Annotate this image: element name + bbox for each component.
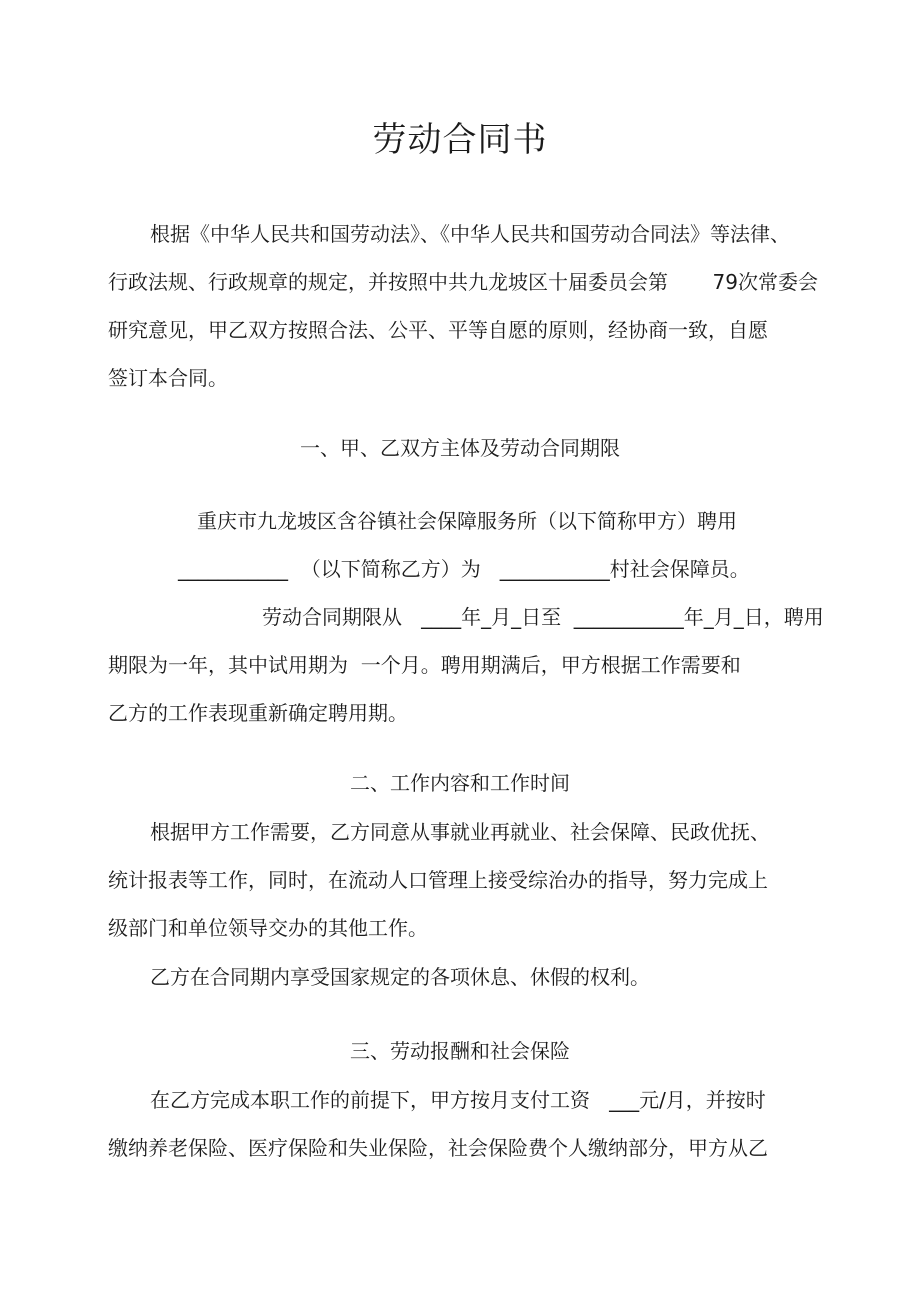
section-2-line-2: 统计报表等工作，同时，在流动人口管理上接受综治办的指导，努力完成上 xyxy=(108,868,768,892)
section-2-heading: 二、工作内容和工作时间 xyxy=(350,771,570,795)
section-1-line-5: 乙方的工作表现重新确定聘用期。 xyxy=(108,701,408,725)
section-1-line-3: 劳动合同期限从 ____年_月_日至 ___________年_月_日，聘用 xyxy=(262,605,824,629)
section-3-line-2: 缴纳养老保险、医疗保险和失业保险，社会保险费个人缴纳部分，甲方从乙 xyxy=(108,1136,768,1160)
section-1-heading: 一、甲、乙双方主体及劳动合同期限 xyxy=(300,436,620,460)
section-2-line-4: 乙方在合同期内享受国家规定的各项休息、休假的权利。 xyxy=(150,965,650,989)
intro-line-4: 签订本合同。 xyxy=(108,366,228,390)
intro-line-1: 根据《中华人民共和国劳动法》、《中华人民共和国劳动合同法》等法律、 xyxy=(150,222,790,246)
section-1-line-2: ___________ （以下简称乙方）为 ___________村社会保障员。 xyxy=(178,557,750,581)
intro-line-3: 研究意见，甲乙双方按照合法、公平、平等自愿的原则，经协商一致，自愿 xyxy=(108,318,768,342)
section-2-line-3: 级部门和单位领导交办的其他工作。 xyxy=(108,916,428,940)
section-3-heading: 三、劳动报酬和社会保险 xyxy=(350,1039,570,1063)
section-1-line-4: 期限为一年，其中试用期为 一个月。聘用期满后，甲方根据工作需要和 xyxy=(108,653,741,677)
intro-line-2: 行政法规、行政规章的规定，并按照中共九龙坡区十届委员会第 79次常委会 xyxy=(108,270,818,294)
section-3-line-1: 在乙方完成本职工作的前提下，甲方按月支付工资 ___元/月，并按时 xyxy=(150,1088,766,1112)
section-1-line-1: 重庆市九龙坡区含谷镇社会保障服务所（以下简称甲方）聘用 xyxy=(197,509,737,533)
section-2-line-1: 根据甲方工作需要，乙方同意从事就业再就业、社会保障、民政优抚、 xyxy=(150,820,770,844)
document-title: 劳动合同书 xyxy=(372,120,548,160)
